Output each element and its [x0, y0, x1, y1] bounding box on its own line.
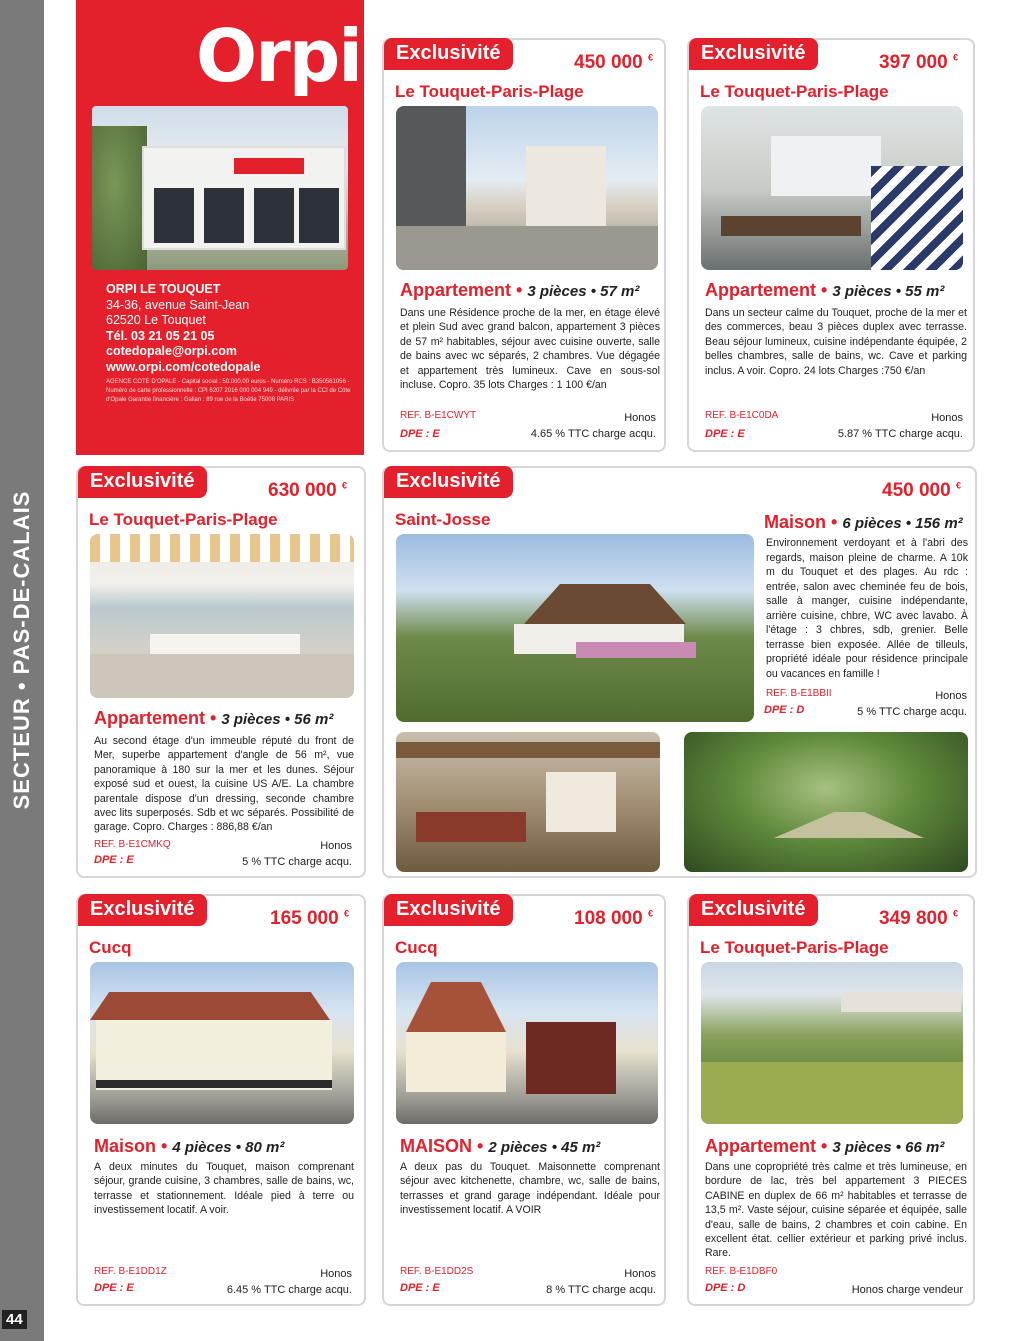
listing-photo[interactable] [396, 106, 658, 270]
agency-address-line2: 62520 Le Touquet [106, 313, 206, 327]
listing-fee-label: Honos [624, 1268, 656, 1280]
listing-fee: 4.65 % TTC charge acqu. [530, 428, 656, 440]
exclusivity-tag: Exclusivité [689, 38, 818, 70]
listing-city: Cucq [89, 938, 132, 957]
listing-fee-label: Honos [320, 840, 352, 852]
listing-description: Au second étage d'un immeuble réputé du front de Mer, superbe appartement d'angle de 56 m², vue panoramique à 180 sur la mer et les dunes. Séjour exposé sud et ouest, la cuisine US A/E. La chambre parentale dispose d'un dressing, seconde chambre avec lits superposés. Sdb et wc séparés. Possibilité de garage. Copro. Charges : 886,88 €/an [94, 735, 354, 834]
listing-ref: REF. B-E1CWYT [400, 410, 477, 421]
exclusivity-tag: Exclusivité [78, 894, 207, 926]
listing-ref: REF. B-E1DD2S [400, 1266, 474, 1277]
listing-fee-label: Honos [320, 1268, 352, 1280]
agency-email[interactable]: cotedopale@orpi.com [106, 344, 237, 358]
listing-price: 349 800 € [879, 908, 958, 929]
listing-description: A deux minutes du Touquet, maison comprenant séjour, grande cuisine, 3 chambres, salle de bains, wc, terrasse et stationnement. Idéale pied à terre ou investissement locatif. A voir. [94, 1161, 354, 1217]
listing-description: Dans un secteur calme du Touquet, proche de la mer et des commerces, beau 3 pièces duplex avec terrasse. Beau séjour lumineux, cuisine indépendante équipée, 2 belles chambres, salle de bains, wc. Cave et parking inclus. A voir. Copro. 24 lots Charges :750 €/an [705, 307, 967, 377]
listing-fee: Honos charge vendeur [851, 1284, 963, 1296]
listing-title: Appartement • 3 pièces • 55 m² [705, 280, 945, 300]
listing-title: Appartement • 3 pièces • 56 m² [94, 708, 334, 728]
agency-storefront-photo [92, 106, 348, 270]
listing-price: 450 000 € [574, 52, 653, 73]
listing-fee-label: Honos [624, 412, 656, 424]
listing-dpe: DPE : D [764, 704, 805, 716]
listing-fee-label: Honos [935, 690, 967, 702]
listing-ref: REF. B-E1CMKQ [94, 839, 171, 850]
listing-description: Environnement verdoyant et à l'abri des regards, maison pleine de charme. A 10k m du Touquet et des plages. Au rdc : entrée, salon avec cheminée feu de bois, salle à manger, cuisine indépendante, arrière cuisine, chbre, WC avec lavabo. À l'étage : 3 chbres, sdb, grenier. Belle terrasse bien exposée. Allée de tilleuls, propriété idéale pour résidence principale ou vacances en famille ! [766, 537, 968, 680]
listing-fee: 5 % TTC charge acqu. [242, 856, 352, 868]
listing-ref: REF. B-E1C0DA [705, 410, 779, 421]
agency-name: ORPI LE TOUQUET [106, 282, 221, 296]
listing-photo[interactable] [90, 534, 354, 698]
listing-title: Maison • 4 pièces • 80 m² [94, 1136, 285, 1156]
listing-city: Le Touquet-Paris-Plage [89, 510, 278, 529]
listing-city: Cucq [395, 938, 438, 957]
listing-ref: REF. B-E1DBF0 [705, 1266, 778, 1277]
listing-card[interactable] [687, 894, 975, 1306]
page-number: 44 [2, 1310, 27, 1329]
listing-dpe: DPE : E [94, 854, 134, 866]
listing-photo[interactable] [90, 962, 354, 1124]
exclusivity-tag: Exclusivité [384, 38, 513, 70]
listing-price: 108 000 € [574, 908, 653, 929]
listing-photo[interactable] [701, 962, 963, 1124]
listing-photo[interactable] [396, 534, 754, 722]
listing-dpe: DPE : D [705, 1282, 746, 1294]
sidebar [0, 0, 44, 1341]
agency-phone[interactable]: Tél. 03 21 05 21 05 [106, 328, 215, 343]
agency-website[interactable]: www.orpi.com/cotedopale [106, 359, 261, 374]
listing-ref: REF. B-E1DD1Z [94, 1266, 167, 1277]
listing-fee: 8 % TTC charge acqu. [546, 1284, 656, 1296]
listing-city: Le Touquet-Paris-Plage [395, 82, 584, 101]
listing-dpe: DPE : E [94, 1282, 134, 1294]
listing-price: 397 000 € [879, 52, 958, 73]
listing-photo[interactable] [701, 106, 963, 270]
listing-card[interactable] [76, 894, 366, 1306]
listing-photo[interactable] [396, 962, 658, 1124]
listing-title: Appartement • 3 pièces • 57 m² [400, 280, 640, 300]
listing-card[interactable] [382, 466, 977, 878]
listing-card[interactable] [382, 894, 666, 1306]
listing-card[interactable] [687, 38, 975, 452]
agency-legal-notice: AGENCE COTE D'OPALE - Capital social : 50.000,00 euros - Numéro RCS : B350561056 - Numéro de carte professionnelle : CPI 6207 2016 000 004 949 - délivrée par la CCI de Côte d'Opale Garantie financière : Galian : 89 rue de la Boétie 75008 PARIS [106, 379, 351, 403]
listing-card[interactable] [382, 38, 666, 452]
listing-description: Dans une Résidence proche de la mer, en étage élevé et plein Sud avec grand balcon, appartement 3 pièces de 57 m² habitables, séjour avec cuisine ouverte, salle de bains avec wc séparés, 2 chambres. Vue dégagée et appartement très lumineux. Cave en sous-sol incluse. Copro. 35 lots Charges : 1 100 €/an [400, 307, 660, 392]
listing-title: Maison • 6 pièces • 156 m² [764, 512, 963, 532]
agency-panel [76, 0, 364, 455]
listing-title: Appartement • 3 pièces • 66 m² [705, 1136, 945, 1156]
listing-city: Le Touquet-Paris-Plage [700, 938, 889, 957]
listing-fee: 5.87 % TTC charge acqu. [837, 428, 963, 440]
listing-price: 450 000 € [882, 480, 961, 501]
agency-contact [106, 282, 260, 375]
exclusivity-tag: Exclusivité [689, 894, 818, 926]
listing-fee: 5 % TTC charge acqu. [857, 706, 967, 718]
listing-city: Le Touquet-Paris-Plage [700, 82, 889, 101]
agency-address-line1: 34-36, avenue Saint-Jean [106, 297, 250, 312]
listing-price: 630 000 € [268, 480, 347, 501]
listing-photo-interior[interactable] [396, 732, 660, 872]
listing-description: Dans une copropriété très calme et très lumineuse, en bordure de lac, très bel appartement 3 PIECES CABINE en duplex de 66 m² habitables et terrasse de 13,5 m². Vaste séjour, cuisine séparée et équipée, salle d'eau, salle de bains, 2 chambres et coin cabine. En excellent état. cellier extérieur et parking privé inclus. Rare. [705, 1161, 967, 1260]
listing-photo-garden[interactable] [684, 732, 968, 872]
listing-title: MAISON • 2 pièces • 45 m² [400, 1136, 601, 1156]
listing-dpe: DPE : E [400, 428, 440, 440]
listing-price: 165 000 € [270, 908, 349, 929]
listing-dpe: DPE : E [705, 428, 745, 440]
exclusivity-tag: Exclusivité [384, 466, 513, 498]
orpi-logo: Orpi [196, 14, 361, 98]
listing-dpe: DPE : E [400, 1282, 440, 1294]
listing-card[interactable] [76, 466, 366, 878]
listing-city: Saint-Josse [395, 510, 491, 529]
listing-fee: 6.45 % TTC charge acqu. [226, 1284, 352, 1296]
listing-ref: REF. B-E1BBII [766, 688, 832, 699]
exclusivity-tag: Exclusivité [384, 894, 513, 926]
listing-fee-label: Honos [931, 412, 963, 424]
listing-description: A deux pas du Touquet. Maisonnette comprenant séjour avec kitchenette, chambre, wc, salle de bains, terrasses et grand garage indépendant. Idéale pour investissement locatif. A VOIR [400, 1161, 660, 1217]
sector-label: SECTEUR • PAS-DE-CALAIS [9, 490, 34, 810]
exclusivity-tag: Exclusivité [78, 466, 207, 498]
